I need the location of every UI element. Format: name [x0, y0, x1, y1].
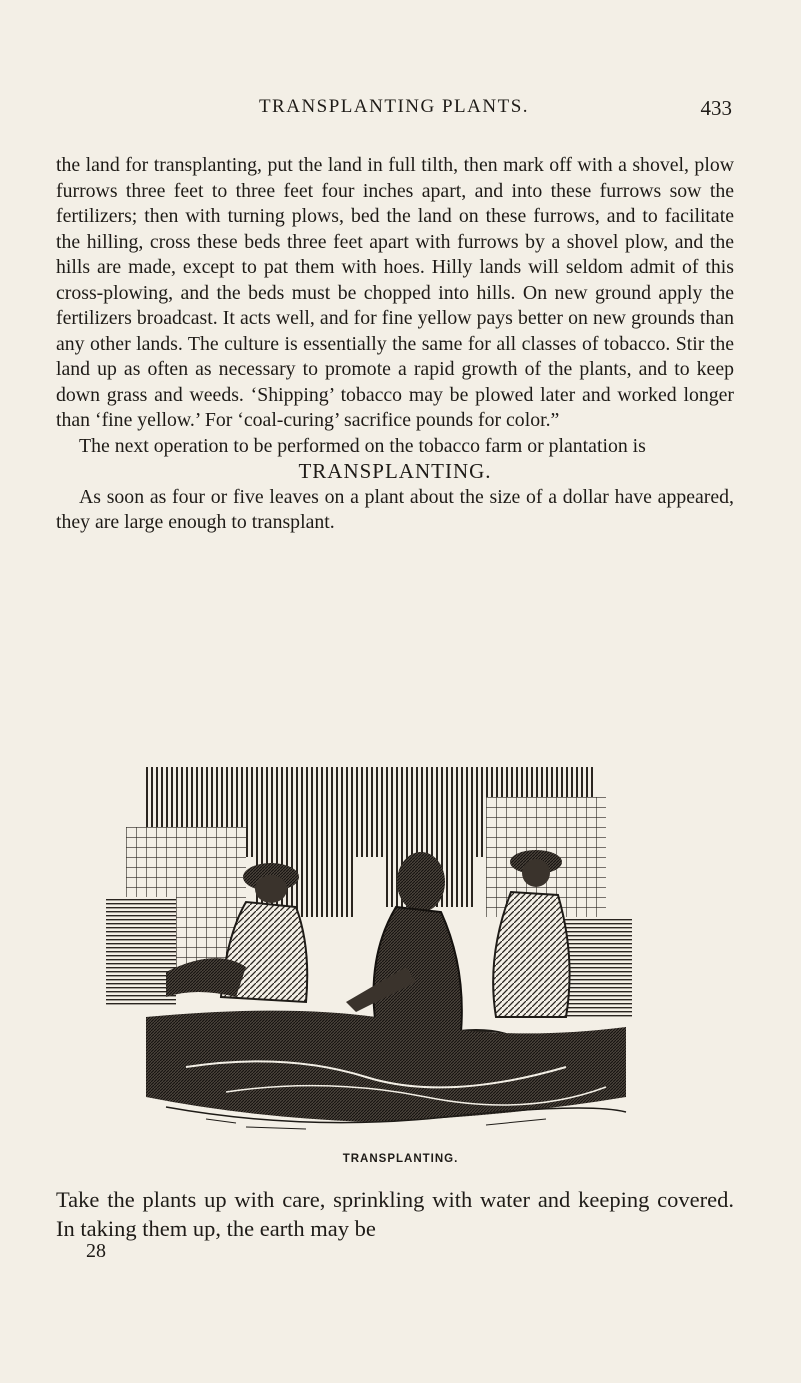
paragraph-2: The next operation to be performed on the tobacco farm or plantation is [79, 434, 646, 457]
bottom-text [56, 1185, 734, 1243]
page-header [56, 96, 732, 136]
paragraph-4: Take the plants up with care, sprinkling with water and keeping covered. In taking them up, the earth may be [56, 1187, 734, 1241]
engraving-illustration [106, 767, 632, 1137]
main-text [56, 153, 734, 536]
figure-caption: TRANSPLANTING. [342, 1153, 459, 1165]
paragraph-3: As soon as four or five leaves on a plant about the size of a dollar have appeared, they are large enough to transplant. [56, 485, 734, 533]
signature-mark: 28 [86, 1240, 106, 1262]
transplanting-engraving [106, 767, 632, 1137]
page-number: 433 [700, 96, 732, 120]
paragraph-1: the land for transplanting, put the land in full tilth, then mark off with a shovel, plow furrows three feet to three feet four inches apart, and into these furrows sow the fertilizers; then with turning plows, bed the land on these furrows, and to facilitate the hilling, cross these beds three feet apart with furrows by a shovel plow, and the hills are made, except to pat them with hoes. Hilly lands will seldom admit of this cross-plowing, and the beds must be chopped into hills. On new ground apply the fertilizers broadcast. It acts well, and for fine yellow pays better on new grounds than any other lands. The culture is essentially the same for all classes of tobacco. Stir the land up as often as necessary to promote a rapid growth of the plants, and to keep down grass and weeds. ‘Shipping’ tobacco may be plowed later and worked longer than ‘fine yellow.’ For ‘coal-curing’ sacrifice pounds for color.” [56, 154, 734, 431]
section-heading: TRANSPLANTING. [298, 459, 492, 483]
running-head: TRANSPLANTING PLANTS. [258, 96, 530, 117]
